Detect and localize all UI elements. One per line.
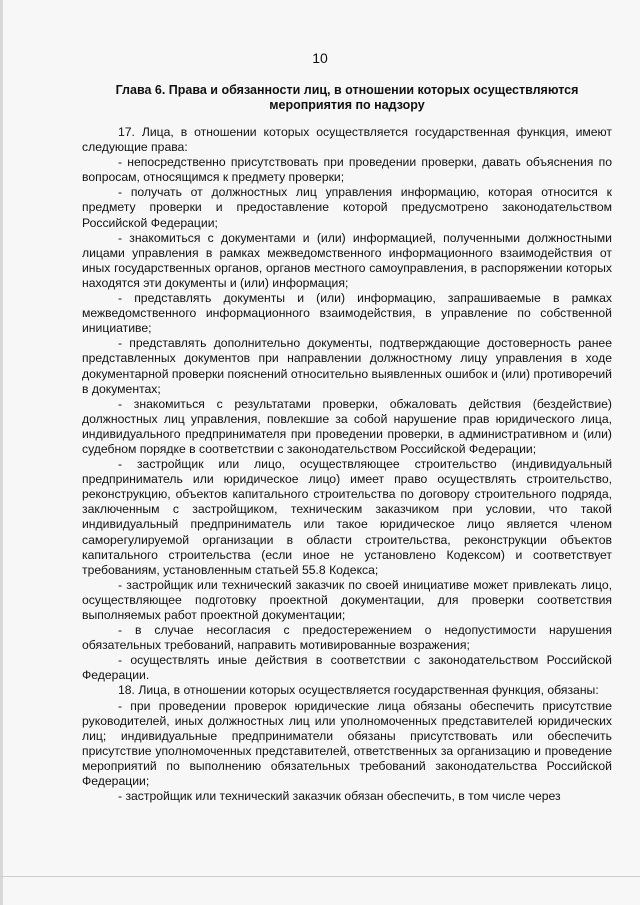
paragraph: - представлять документы и (или) информацию, запрашиваемые в рамках межведомственного информационного взаимодействия, в управление по собственной инициативе; — [82, 291, 612, 336]
paragraph: 17. Лица, в отношении которых осуществляется государственная функция, имеют следующие права: — [82, 125, 612, 155]
paragraph: - при проведении проверок юридические лица обязаны обеспечить присутствие руководителей, иных должностных лиц или уполномоченных представителей юридических лиц; индивидуальные предприниматели обязаны присутствовать или обеспечить присутствие уполномоченных представителей, ответственных за организацию и проведение мероприятий по выполнению обязательных требований законодательства Российской Федерации; — [82, 698, 612, 789]
paragraph: - застройщик или технический заказчик по своей инициативе может привлекать лицо, осуществляющее подготовку проектной документации, для проверки соответствия выполняемых работ проектной документации; — [82, 577, 612, 622]
scan-edge — [0, 0, 3, 905]
chapter-heading-line-1: Глава 6. Права и обязанности лиц, в отношении которых осуществляются — [115, 83, 579, 97]
paragraph: - знакомиться с результатами проверки, обжаловать действия (бездействие) должностных лиц управления, повлекшие за собой нарушение прав юридического лица, индивидуального предпринимателя при проведении проверки, в административном и (или) судебном порядке в соответствии с законодательством Российской Федерации; — [82, 396, 612, 456]
paragraph: - представлять дополнительно документы, подтверждающие достоверность ранее представленных документов при направлении должностному лицу управления в ходе документарной проверки пояснений относительно выявленных ошибок и (или) противоречий в документах; — [82, 336, 612, 396]
chapter-heading-line-2: мероприятия по надзору — [269, 98, 425, 112]
paragraph: - застройщик или лицо, осуществляющее строительство (индивидуальный предприниматель или юридическое лицо) имеет право осуществлять строительство, реконструкцию, объектов капитального строительства по договору строительного подряда, заключенным с застройщиком, техническим заказчиком при условии, что такой индивидуальный предприниматель или такое юридическое лицо является членом саморегулируемой организации в области строительства, реконструкции объектов капитального строительства (если иное не установлено Кодексом) и соответствует требованиям, установленным статьей 55.8 Кодекса; — [82, 457, 612, 577]
paragraph: - осуществлять иные действия в соответствии с законодательством Российской Федерации. — [82, 653, 612, 683]
chapter-heading — [82, 83, 612, 113]
paragraph: - получать от должностных лиц управления информацию, которая относится к предмету проверки и предоставление которой предусмотрено законодательством Российской Федерации; — [82, 185, 612, 230]
paragraph: - непосредственно присутствовать при проведении проверки, давать объяснения по вопросам, относящимся к предмету проверки; — [82, 155, 612, 185]
paragraph: - застройщик или технический заказчик обязан обеспечить, в том числе через — [118, 789, 561, 804]
scan-bottom-edge — [0, 876, 640, 877]
paragraph: - знакомиться с документами и (или) информацией, полученными должностными лицами управления в рамках межведомственного информационного взаимодействия от иных государственных органов, органов местного самоуправления, в распоряжении которых находятся эти документы и (или) информация; — [82, 230, 612, 290]
paragraph: - в случае несогласия с предостережением о недопустимости нарушения обязательных требований, направить мотивированные возражения; — [82, 623, 612, 653]
paragraph: 18. Лица, в отношении которых осуществляется государственная функция, обязаны: — [118, 683, 599, 698]
page-number: 10 — [312, 50, 328, 66]
document-body — [82, 125, 612, 804]
